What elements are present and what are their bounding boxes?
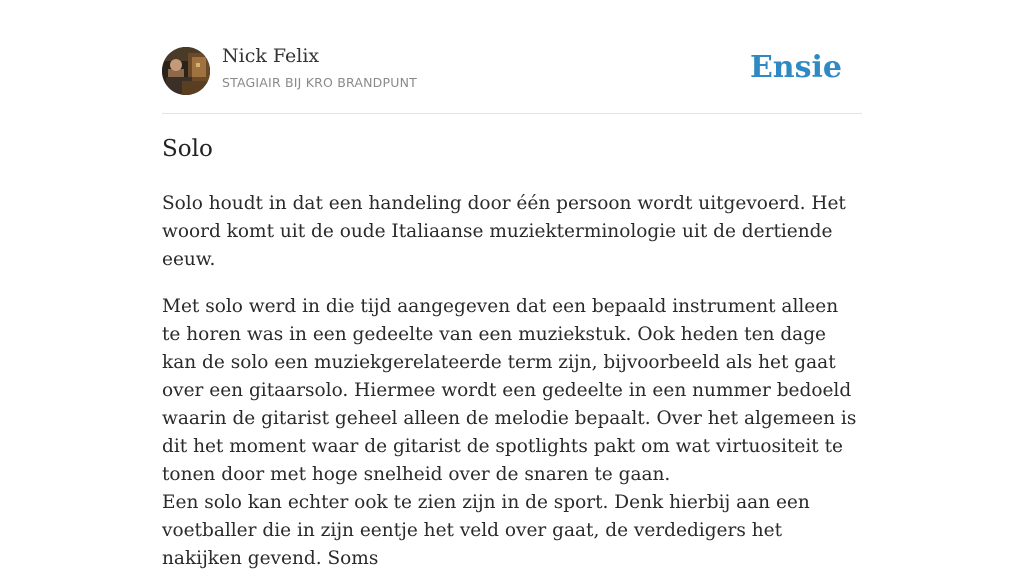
brand-logo-link[interactable]: Ensie bbox=[749, 50, 842, 85]
article-paragraph: Een solo kan echter ook te zien zijn in de sport. Denk hierbij aan een voetballer die in zijn eentje het veld over gaat, de verdedigers het nakijken gevend. Soms bbox=[162, 492, 810, 569]
page-container bbox=[162, 0, 862, 569]
article-paragraph: Solo houdt in dat een handeling door één persoon wordt uitgevoerd. Het woord komt uit de oude Italiaanse muziekterminologie uit de dertiende eeuw. bbox=[162, 193, 846, 270]
article-body bbox=[162, 190, 862, 573]
article-paragraph: Met solo werd in die tijd aangegeven dat een bepaald instrument alleen te horen was in een gedeelte van een muziekstuk. Ook heden ten dage kan de solo een muziekgerelateerde term zijn, bijvoorbeeld als het gaat over een gitaarsolo. Hiermee wordt een gedeelte in een nummer bedoeld waarin de gitarist geheel alleen de melodie bepaalt. Over het algemeen is dit het moment waar de gitarist de spotlights pakt om wat virtuositeit te tonen door met hoge snelheid over de snaren te gaan. bbox=[162, 296, 857, 485]
author-role: STAGIAIR BIJ KRO BRANDPUNT bbox=[222, 75, 417, 90]
author-name[interactable]: Nick Felix bbox=[222, 45, 320, 67]
avatar[interactable] bbox=[162, 47, 210, 95]
article-title: Solo bbox=[162, 136, 213, 162]
author-header bbox=[162, 0, 862, 114]
avatar-photo-icon bbox=[162, 47, 210, 95]
